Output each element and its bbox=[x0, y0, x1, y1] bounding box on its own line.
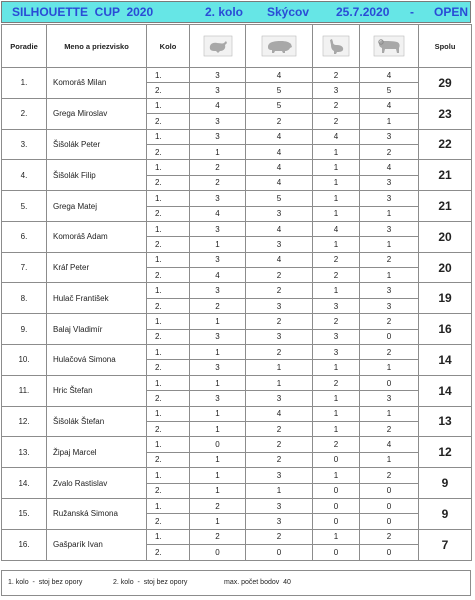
table-row bbox=[2, 129, 472, 144]
score-cell: 2 bbox=[360, 314, 419, 329]
score-cell: 1 bbox=[313, 283, 360, 298]
score-cell: 4 bbox=[246, 129, 313, 144]
score-cell: 2 bbox=[190, 498, 246, 513]
round-label: 1. bbox=[147, 191, 190, 206]
score-cell: 3 bbox=[246, 237, 313, 252]
competitor-name: Šišolák Štefan bbox=[47, 406, 147, 437]
score-cell: 1 bbox=[360, 406, 419, 421]
score-cell: 4 bbox=[360, 68, 419, 83]
total-cell: 7 bbox=[419, 529, 472, 560]
score-cell: 0 bbox=[313, 483, 360, 498]
round-label: 2. bbox=[147, 391, 190, 406]
score-cell: 3 bbox=[313, 345, 360, 360]
results-table bbox=[1, 24, 472, 561]
score-cell: 3 bbox=[190, 329, 246, 344]
round-header: Kolo bbox=[147, 25, 190, 68]
competitor-name: Ružanská Simona bbox=[47, 498, 147, 529]
score-cell: 0 bbox=[360, 545, 419, 560]
table-row bbox=[2, 160, 472, 175]
score-cell: 1 bbox=[190, 237, 246, 252]
table-row bbox=[2, 191, 472, 206]
round-label: 1. bbox=[147, 437, 190, 452]
competitor-name: Kráľ Peter bbox=[47, 252, 147, 283]
score-cell: 1 bbox=[246, 483, 313, 498]
round-label: 2. bbox=[147, 144, 190, 159]
score-cell: 3 bbox=[190, 191, 246, 206]
score-cell: 3 bbox=[360, 175, 419, 190]
competitor-name: Hric Štefan bbox=[47, 375, 147, 406]
score-cell: 3 bbox=[360, 283, 419, 298]
total-cell: 20 bbox=[419, 252, 472, 283]
total-cell: 20 bbox=[419, 221, 472, 252]
score-cell: 1 bbox=[313, 191, 360, 206]
score-cell: 1 bbox=[313, 529, 360, 544]
competitor-name: Komoráš Adam bbox=[47, 221, 147, 252]
target-header-ram bbox=[360, 25, 419, 68]
score-cell: 2 bbox=[313, 437, 360, 452]
place-title: Skýcov bbox=[267, 5, 310, 19]
total-cell: 23 bbox=[419, 98, 472, 129]
ram-silhouette-icon bbox=[373, 35, 405, 57]
round-label: 2. bbox=[147, 175, 190, 190]
score-cell: 2 bbox=[246, 268, 313, 283]
round-label: 2. bbox=[147, 452, 190, 467]
score-cell: 2 bbox=[313, 268, 360, 283]
score-cell: 1 bbox=[360, 114, 419, 129]
score-cell: 1 bbox=[313, 360, 360, 375]
table-row bbox=[2, 468, 472, 483]
score-cell: 5 bbox=[246, 191, 313, 206]
competitor-name: Zvalo Rastislav bbox=[47, 468, 147, 499]
score-cell: 2 bbox=[190, 175, 246, 190]
score-cell: 0 bbox=[360, 498, 419, 513]
score-cell: 3 bbox=[360, 221, 419, 236]
target-header-chicken bbox=[190, 25, 246, 68]
table-row bbox=[2, 221, 472, 236]
target-header-turkey bbox=[313, 25, 360, 68]
score-cell: 2 bbox=[190, 298, 246, 313]
round-label: 2. bbox=[147, 360, 190, 375]
round-label: 1. bbox=[147, 68, 190, 83]
header-row bbox=[2, 25, 472, 68]
score-cell: 1 bbox=[313, 206, 360, 221]
category-title: OPEN bbox=[434, 5, 469, 19]
score-cell: 2 bbox=[246, 114, 313, 129]
score-cell: 3 bbox=[246, 498, 313, 513]
score-cell: 2 bbox=[360, 421, 419, 436]
table-row bbox=[2, 406, 472, 421]
round-label: 1. bbox=[147, 98, 190, 113]
score-cell: 2 bbox=[360, 144, 419, 159]
score-cell: 2 bbox=[360, 345, 419, 360]
title-dash: - bbox=[410, 5, 414, 19]
total-header: Spolu bbox=[419, 25, 472, 68]
competitor-name: Komoráš Milan bbox=[47, 68, 147, 99]
score-cell: 2 bbox=[360, 468, 419, 483]
score-cell: 1 bbox=[190, 144, 246, 159]
round-label: 2. bbox=[147, 206, 190, 221]
score-cell: 1 bbox=[190, 375, 246, 390]
results-body bbox=[2, 68, 472, 561]
round-label: 1. bbox=[147, 345, 190, 360]
round-label: 2. bbox=[147, 298, 190, 313]
score-cell: 1 bbox=[313, 160, 360, 175]
score-cell: 3 bbox=[190, 360, 246, 375]
cup-title: SILHOUETTE CUP 2020 bbox=[12, 5, 154, 19]
round-label: 1. bbox=[147, 529, 190, 544]
score-cell: 4 bbox=[246, 68, 313, 83]
score-cell: 3 bbox=[360, 191, 419, 206]
rank-cell: 8. bbox=[2, 283, 47, 314]
score-cell: 1 bbox=[313, 468, 360, 483]
score-cell: 0 bbox=[313, 545, 360, 560]
table-row bbox=[2, 345, 472, 360]
score-cell: 0 bbox=[313, 498, 360, 513]
score-cell: 4 bbox=[246, 252, 313, 267]
score-cell: 4 bbox=[360, 98, 419, 113]
score-cell: 3 bbox=[190, 391, 246, 406]
score-cell: 1 bbox=[360, 268, 419, 283]
total-cell: 29 bbox=[419, 68, 472, 99]
rank-cell: 6. bbox=[2, 221, 47, 252]
competitor-name: Grega Matej bbox=[47, 191, 147, 222]
score-cell: 3 bbox=[190, 283, 246, 298]
score-cell: 2 bbox=[360, 252, 419, 267]
score-cell: 4 bbox=[190, 98, 246, 113]
score-cell: 4 bbox=[246, 144, 313, 159]
rank-cell: 4. bbox=[2, 160, 47, 191]
round-label: 1. bbox=[147, 314, 190, 329]
score-cell: 1 bbox=[360, 452, 419, 467]
score-cell: 2 bbox=[313, 68, 360, 83]
score-cell: 3 bbox=[313, 329, 360, 344]
chicken-silhouette-icon bbox=[203, 35, 233, 57]
score-cell: 1 bbox=[190, 345, 246, 360]
score-cell: 4 bbox=[313, 221, 360, 236]
round-label: 2. bbox=[147, 83, 190, 98]
table-row bbox=[2, 437, 472, 452]
score-cell: 3 bbox=[360, 391, 419, 406]
rank-cell: 5. bbox=[2, 191, 47, 222]
rank-cell: 1. bbox=[2, 68, 47, 99]
score-cell: 4 bbox=[246, 406, 313, 421]
table-row bbox=[2, 252, 472, 267]
round-label: 2. bbox=[147, 514, 190, 529]
round-label: 2. bbox=[147, 268, 190, 283]
rank-header: Poradie bbox=[2, 25, 47, 68]
competitor-name: Hulačová Simona bbox=[47, 345, 147, 376]
rank-cell: 15. bbox=[2, 498, 47, 529]
score-cell: 4 bbox=[246, 160, 313, 175]
score-cell: 2 bbox=[313, 114, 360, 129]
name-header: Meno a priezvisko bbox=[47, 25, 147, 68]
competitor-name: Grega Miroslav bbox=[47, 98, 147, 129]
score-cell: 0 bbox=[360, 514, 419, 529]
rank-cell: 3. bbox=[2, 129, 47, 160]
score-cell: 2 bbox=[246, 529, 313, 544]
score-cell: 3 bbox=[246, 329, 313, 344]
round-label: 1. bbox=[147, 498, 190, 513]
score-cell: 1 bbox=[246, 375, 313, 390]
rank-cell: 9. bbox=[2, 314, 47, 345]
score-cell: 3 bbox=[190, 83, 246, 98]
footer-max-points: max. počet bodov 40 bbox=[224, 579, 291, 586]
score-cell: 1 bbox=[313, 421, 360, 436]
score-cell: 1 bbox=[313, 406, 360, 421]
score-cell: 3 bbox=[360, 129, 419, 144]
round-label: 2. bbox=[147, 421, 190, 436]
score-cell: 1 bbox=[190, 514, 246, 529]
total-cell: 9 bbox=[419, 468, 472, 499]
total-cell: 22 bbox=[419, 129, 472, 160]
score-cell: 4 bbox=[246, 175, 313, 190]
score-cell: 4 bbox=[313, 129, 360, 144]
round-label: 1. bbox=[147, 221, 190, 236]
table-row bbox=[2, 498, 472, 513]
score-cell: 3 bbox=[246, 514, 313, 529]
score-cell: 2 bbox=[246, 283, 313, 298]
score-cell: 0 bbox=[360, 329, 419, 344]
total-cell: 14 bbox=[419, 345, 472, 376]
round-label: 1. bbox=[147, 375, 190, 390]
score-cell: 1 bbox=[190, 483, 246, 498]
score-cell: 2 bbox=[313, 375, 360, 390]
round-label: 1. bbox=[147, 283, 190, 298]
score-cell: 0 bbox=[190, 437, 246, 452]
score-cell: 0 bbox=[360, 375, 419, 390]
score-cell: 0 bbox=[246, 545, 313, 560]
footer-round2-note: 2. kolo - stoj bez opory bbox=[113, 579, 188, 586]
score-cell: 1 bbox=[190, 468, 246, 483]
round-label: 1. bbox=[147, 468, 190, 483]
table-row bbox=[2, 283, 472, 298]
score-cell: 2 bbox=[246, 314, 313, 329]
score-cell: 5 bbox=[246, 98, 313, 113]
date-title: 25.7.2020 bbox=[336, 5, 390, 19]
score-cell: 4 bbox=[360, 437, 419, 452]
score-cell: 1 bbox=[313, 144, 360, 159]
score-cell: 3 bbox=[190, 221, 246, 236]
score-cell: 3 bbox=[190, 252, 246, 267]
total-cell: 19 bbox=[419, 283, 472, 314]
table-row bbox=[2, 314, 472, 329]
round-label: 1. bbox=[147, 406, 190, 421]
score-cell: 0 bbox=[313, 452, 360, 467]
rank-cell: 2. bbox=[2, 98, 47, 129]
score-cell: 1 bbox=[246, 360, 313, 375]
score-cell: 2 bbox=[246, 345, 313, 360]
score-cell: 0 bbox=[313, 514, 360, 529]
rank-cell: 7. bbox=[2, 252, 47, 283]
score-cell: 1 bbox=[360, 237, 419, 252]
score-cell: 2 bbox=[190, 160, 246, 175]
score-cell: 3 bbox=[313, 298, 360, 313]
competitor-name: Šišolák Filip bbox=[47, 160, 147, 191]
round-label: 1. bbox=[147, 160, 190, 175]
round-label: 1. bbox=[147, 129, 190, 144]
score-cell: 3 bbox=[246, 468, 313, 483]
score-cell: 3 bbox=[313, 83, 360, 98]
target-header-pig bbox=[246, 25, 313, 68]
score-cell: 2 bbox=[313, 252, 360, 267]
score-cell: 1 bbox=[190, 452, 246, 467]
rank-cell: 11. bbox=[2, 375, 47, 406]
competitor-name: Šišolák Peter bbox=[47, 129, 147, 160]
footer-notes bbox=[1, 570, 471, 596]
total-cell: 9 bbox=[419, 498, 472, 529]
score-cell: 2 bbox=[190, 529, 246, 544]
competitor-name: Hulač František bbox=[47, 283, 147, 314]
score-cell: 2 bbox=[246, 437, 313, 452]
score-cell: 3 bbox=[360, 298, 419, 313]
score-cell: 1 bbox=[313, 391, 360, 406]
score-cell: 2 bbox=[246, 452, 313, 467]
score-cell: 1 bbox=[360, 206, 419, 221]
score-cell: 3 bbox=[246, 298, 313, 313]
score-cell: 0 bbox=[190, 545, 246, 560]
score-cell: 4 bbox=[190, 268, 246, 283]
total-cell: 21 bbox=[419, 191, 472, 222]
score-cell: 3 bbox=[190, 114, 246, 129]
score-cell: 0 bbox=[360, 483, 419, 498]
score-cell: 1 bbox=[360, 360, 419, 375]
pig-silhouette-icon bbox=[261, 35, 297, 57]
score-cell: 4 bbox=[190, 206, 246, 221]
score-cell: 2 bbox=[313, 314, 360, 329]
score-cell: 1 bbox=[313, 175, 360, 190]
competitor-name: Žipaj Marcel bbox=[47, 437, 147, 468]
score-cell: 4 bbox=[246, 221, 313, 236]
score-cell: 5 bbox=[246, 83, 313, 98]
competitor-name: Gašparík Ivan bbox=[47, 529, 147, 560]
round-label: 2. bbox=[147, 545, 190, 560]
score-cell: 2 bbox=[246, 421, 313, 436]
rank-cell: 16. bbox=[2, 529, 47, 560]
score-cell: 1 bbox=[313, 237, 360, 252]
score-cell: 1 bbox=[190, 406, 246, 421]
score-cell: 3 bbox=[246, 391, 313, 406]
score-cell: 1 bbox=[190, 314, 246, 329]
total-cell: 16 bbox=[419, 314, 472, 345]
total-cell: 21 bbox=[419, 160, 472, 191]
score-cell: 3 bbox=[190, 68, 246, 83]
footer-round1-note: 1. kolo - stoj bez opory bbox=[8, 579, 83, 586]
round-label: 2. bbox=[147, 329, 190, 344]
rank-cell: 12. bbox=[2, 406, 47, 437]
rank-cell: 13. bbox=[2, 437, 47, 468]
round-title: 2. kolo bbox=[205, 5, 244, 19]
score-cell: 5 bbox=[360, 83, 419, 98]
table-row bbox=[2, 98, 472, 113]
turkey-silhouette-icon bbox=[322, 35, 350, 57]
title-bar bbox=[1, 1, 471, 23]
round-label: 2. bbox=[147, 483, 190, 498]
total-cell: 14 bbox=[419, 375, 472, 406]
table-row bbox=[2, 68, 472, 83]
table-row bbox=[2, 375, 472, 390]
score-cell: 3 bbox=[190, 129, 246, 144]
round-label: 1. bbox=[147, 252, 190, 267]
competitor-name: Balaj Vladimír bbox=[47, 314, 147, 345]
score-cell: 1 bbox=[190, 421, 246, 436]
total-cell: 13 bbox=[419, 406, 472, 437]
table-row bbox=[2, 529, 472, 544]
rank-cell: 10. bbox=[2, 345, 47, 376]
score-cell: 2 bbox=[360, 529, 419, 544]
score-cell: 3 bbox=[246, 206, 313, 221]
rank-cell: 14. bbox=[2, 468, 47, 499]
total-cell: 12 bbox=[419, 437, 472, 468]
score-cell: 4 bbox=[360, 160, 419, 175]
round-label: 2. bbox=[147, 237, 190, 252]
round-label: 2. bbox=[147, 114, 190, 129]
score-cell: 2 bbox=[313, 98, 360, 113]
